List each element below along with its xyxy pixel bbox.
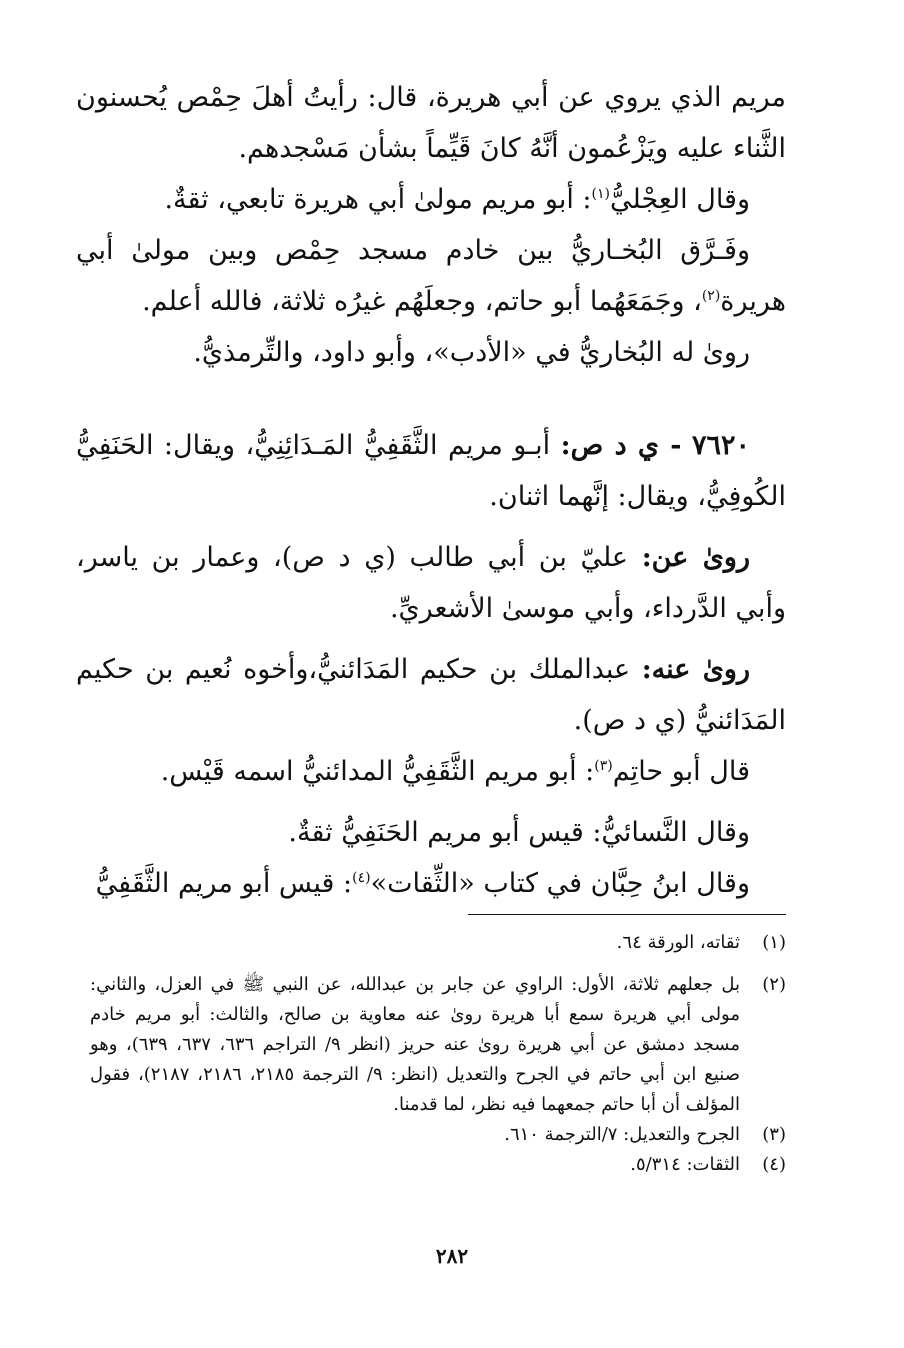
footnote-number: (٢) — [762, 974, 786, 995]
footnote-ref-2[interactable]: (٢) — [701, 288, 721, 304]
paragraph-ijli — [76, 174, 786, 225]
footnote-ref-4[interactable]: (٤) — [352, 870, 371, 886]
rawa-an-text: عليّ بن أبي طالب (ي د ص)، وعمار بن ياسر، وأبي الدَّرداء، وأبي موسىٰ الأشعريِّ. — [76, 542, 786, 624]
footnote-text: بل جعلهم ثلاثة، الأول: الراوي عن جابر بن عبدالله، عن النبي ﷺ في العزل، والثاني: مولى أبي هريرة سمع أبا هريرة روىٰ عنه معاوية بن صالح، والثالث: أبو مريم خادم مسجد دمشق عن أبي هريرة روىٰ عنه حريز (انظر ٩/ التراجم ٦٣٦، ٦٣٧، ٦٣٩)، وهو صنيع ابن أبي حاتم في الجرح والتعديل (انظر: ٩/ الترجمة ٢١٨٥، ٢١٨٦، ٢١٨٧)، فقول المؤلف أن أبا حاتم جمعهما فيه نظر، لما قدمنا. — [90, 974, 741, 1115]
rawa-anhu-text: عبدالملك بن حكيم المَدَائنيُّ،وأخوه نُعيم بن حكيم المَدَائنيُّ (ي د ص). — [76, 654, 786, 736]
continuation-text: مريم الذي يروي عن أبي هريرة، قال: رأيتُ أهلَ حِمْص يُحسنون الثَّناء عليه ويَزْعُمون أنَّهُ كانَ قَيِّماً بشأن مَسْجدهم. — [76, 82, 786, 164]
footnote-text: الثقات: ٥/٣١٤. — [630, 1154, 740, 1175]
footnote-text: ثقاته، الورقة ٦٤. — [616, 932, 740, 953]
bukhari-text: ، وجَمَعَهُما أبو حاتم، وجعلَهُم غيرُه ثلاثة، فالله أعلم. — [142, 286, 702, 317]
abu-hatim-lead: قال أبو حاتِم — [612, 756, 750, 787]
rawa-anhu-label: روىٰ عنه: — [641, 654, 750, 685]
paragraph-nasai — [76, 807, 786, 858]
footnote-divider — [468, 914, 786, 915]
footnote-1 — [90, 928, 786, 958]
ijli-lead: وقال العِجْليُّ — [610, 184, 750, 215]
ibn-hibban-text: : قيس أبو مريم الثَّقَفِيُّ — [95, 868, 353, 899]
footnote-3 — [90, 1120, 786, 1150]
nasai-text: وقال النَّسائيُّ: قيس أبو مريم الحَنَفِيُّ ثقةٌ. — [288, 817, 750, 848]
paragraph-bukhari — [76, 225, 786, 327]
entry-heading-text: أبـو مريم الثَّقَفِيُّ المَـدَائِنِيُّ، ويقال: الحَنَفِيُّ الكُوفِيُّ، ويقال: إنَّهما اثنان. — [76, 430, 786, 512]
footnote-text: الجرح والتعديل: ٧/الترجمة ٦١٠. — [504, 1124, 740, 1145]
paragraph-rawa-anhu — [76, 644, 786, 746]
footnote-number: (٣) — [762, 1124, 786, 1145]
footnote-ref-3[interactable]: (٣) — [594, 758, 613, 774]
paragraph-abu-hatim — [76, 746, 786, 797]
footnote-number: (١) — [762, 932, 786, 953]
footnote-2 — [90, 970, 786, 1120]
main-text — [76, 72, 786, 909]
paragraph-riwayah — [76, 327, 786, 378]
entry-symbols: - ي د ص: — [560, 430, 682, 461]
footnotes — [90, 928, 786, 1180]
entry-number: ٧٦٢٠ — [692, 430, 751, 461]
ibn-hibban-lead: وقال ابنُ حِبَّان في كتاب «الثِّقات» — [370, 868, 750, 899]
paragraph-ibn-hibban — [76, 858, 786, 909]
footnote-4 — [90, 1150, 786, 1180]
ijli-text: : أبو مريم مولىٰ أبي هريرة تابعي، ثقةٌ. — [164, 184, 592, 215]
paragraph-top-continuation — [76, 72, 786, 174]
riwayah-text: روىٰ له البُخاريُّ في «الأدب»، وأبو داود، والتِّرمذيُّ. — [193, 337, 750, 368]
rawa-an-label: روىٰ عن: — [641, 542, 750, 573]
page-number: ٢٨٢ — [435, 1244, 469, 1268]
paragraph-rawa-an — [76, 532, 786, 634]
bukhari-lead: وفَـرَّق البُخـاريُّ بين خادم مسجد حِمْص وبين مولىٰ أبي هريرة — [76, 235, 786, 317]
entry-heading — [76, 420, 786, 522]
footnote-number: (٤) — [762, 1154, 786, 1175]
footnote-ref-1[interactable]: (١) — [591, 186, 610, 202]
abu-hatim-text: : أبو مريم الثَّقَفِيُّ المدائنيُّ اسمه قَيْس. — [160, 756, 595, 787]
